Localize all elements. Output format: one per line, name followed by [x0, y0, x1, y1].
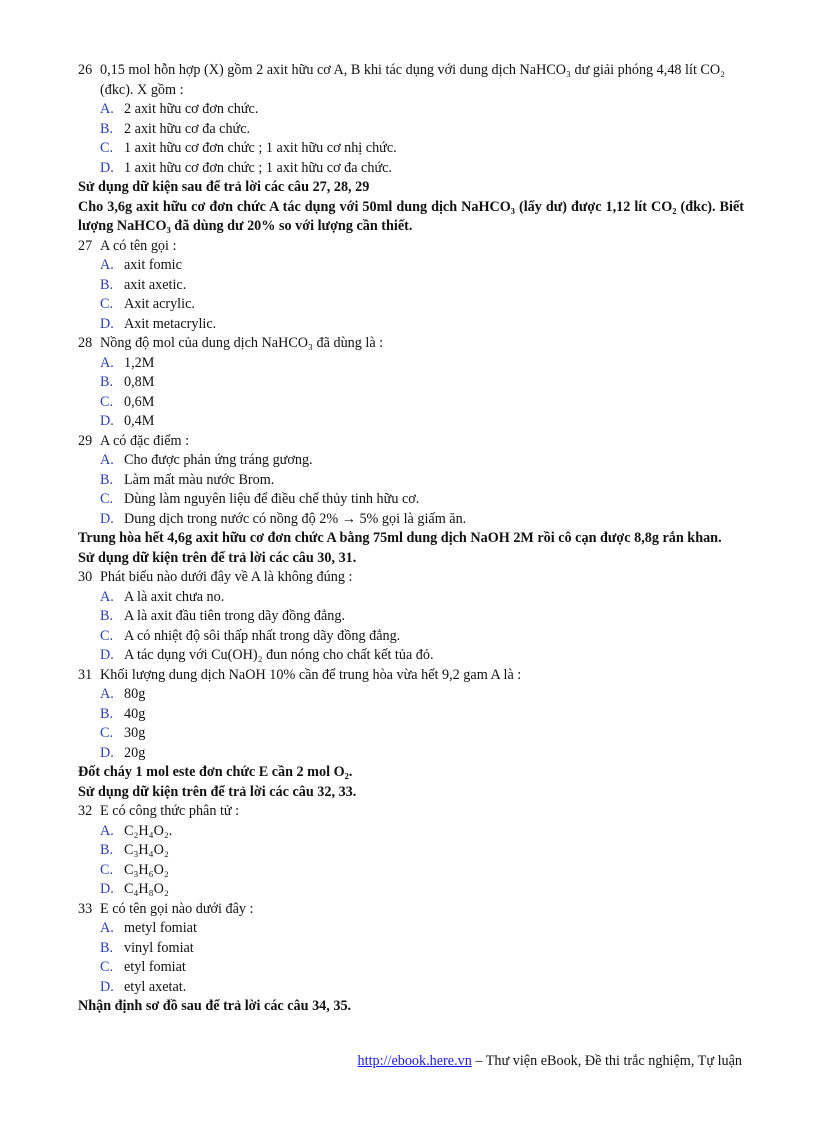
question-number: 33: [78, 900, 93, 917]
section-header: Sử dụng dữ kiện trên để trả lời các câu 30, 31.: [78, 549, 357, 566]
question-31: [78, 666, 744, 686]
question-number: 27: [78, 237, 93, 254]
option: [78, 822, 744, 842]
option-text: 80g: [124, 686, 146, 702]
question-number: 26: [78, 62, 93, 78]
question-number: 29: [78, 432, 93, 449]
question-text: Phát biểu nào dưới đây về A là không đúng :: [100, 569, 353, 585]
option: [78, 295, 744, 315]
question-text: Nồng độ mol của dung dịch NaHCO₃ đã dùng là :: [100, 335, 384, 351]
option-letter: A.: [100, 920, 114, 936]
option: [78, 256, 744, 276]
option: [78, 510, 744, 530]
problem-data: Trung hòa hết 4,6g axit hữu cơ đơn chức A bằng 75ml dung dịch NaOH 2M rồi cô cạn được 8,8g rắn khan.: [78, 530, 722, 546]
question-text: Khối lượng dung dịch NaOH 10% cần để trung hòa vừa hết 9,2 gam A là :: [100, 666, 522, 683]
option: [78, 373, 744, 393]
option-letter: C.: [100, 861, 114, 878]
option: [78, 412, 744, 432]
option-letter: C.: [100, 296, 114, 312]
question-29: [78, 432, 744, 452]
option-letter: B.: [100, 120, 114, 137]
option: [78, 607, 744, 627]
option-text: 1 axit hữu cơ đơn chức ; 1 axit hữu cơ đa chức.: [124, 159, 392, 176]
footer-text: – Thư viện eBook, Đề thi trắc nghiệm, Tự luận: [471, 1053, 742, 1069]
option-letter: B.: [100, 471, 114, 488]
question-number: 32: [78, 803, 93, 819]
option-letter: D.: [100, 510, 114, 527]
document-body: [78, 61, 744, 1017]
option: [78, 958, 744, 978]
question-number: 31: [78, 666, 93, 683]
option: [78, 978, 744, 998]
option: [78, 315, 744, 335]
option-letter: B.: [100, 705, 114, 722]
option-text: Axit acrylic.: [124, 296, 195, 312]
question-text: A có đặc điểm :: [100, 432, 190, 449]
option: [78, 939, 744, 959]
question-number: 28: [78, 335, 93, 351]
option-text: etyl fomiat: [124, 959, 186, 975]
option-letter: B.: [100, 608, 114, 624]
option-letter: A.: [100, 354, 114, 371]
option-text: C₂H₄O₂.: [124, 822, 173, 839]
question-30: [78, 568, 744, 588]
option: [78, 471, 744, 491]
option-text: 1 axit hữu cơ đơn chức ; 1 axit hữu cơ nhị chức.: [124, 140, 397, 156]
option-text: 0,4M: [124, 413, 155, 429]
option-text: 0,6M: [124, 393, 155, 410]
option-text: A tác dụng với Cu(OH)₂ đun nóng cho chất kết tủa đỏ.: [124, 647, 434, 663]
question-28: [78, 334, 744, 354]
option-letter: C.: [100, 725, 114, 741]
option: [78, 139, 744, 159]
option-text: Dùng làm nguyên liệu để điều chế thủy tinh hữu cơ.: [124, 491, 420, 507]
question-number: 30: [78, 569, 93, 585]
option: [78, 705, 744, 725]
option-text: vinyl fomiat: [124, 939, 194, 956]
option-letter: A.: [100, 822, 114, 839]
option-letter: C.: [100, 959, 114, 975]
option-text: Axit metacrylic.: [124, 315, 217, 332]
option-letter: C.: [100, 627, 114, 644]
option: [78, 100, 744, 120]
option-text: 20g: [124, 744, 146, 761]
option: [78, 451, 744, 471]
option-text: A có nhiệt độ sôi thấp nhất trong dãy đồng đẳng.: [124, 627, 401, 644]
option-text: etyl axetat.: [124, 978, 187, 995]
option-letter: D.: [100, 315, 114, 332]
option-letter: B.: [100, 276, 114, 293]
question-text: E có công thức phân tử :: [100, 803, 240, 819]
option-text: 0,8M: [124, 374, 155, 390]
option-text: metyl fomiat: [124, 920, 197, 936]
option-text: Cho được phản ứng tráng gương.: [124, 452, 313, 468]
question-text: 0,15 mol hỗn hợp (X) gồm 2 axit hữu cơ A, B khi tác dụng với dung dịch NaHCO₃ dư giải phóng 4,48 lít CO₂ (đkc). X gồm :: [100, 62, 726, 98]
option: [78, 490, 744, 510]
option: [78, 744, 744, 764]
option-text: A là axit đầu tiên trong dãy đồng đẳng.: [124, 608, 346, 624]
option-letter: C.: [100, 491, 114, 507]
question-text: E có tên gọi nào dưới đây :: [100, 900, 254, 917]
option-letter: D.: [100, 978, 114, 995]
option-letter: A.: [100, 101, 114, 117]
option: [78, 841, 744, 861]
option-letter: D.: [100, 881, 114, 897]
option-letter: B.: [100, 842, 114, 858]
option: [78, 354, 744, 374]
option: [78, 588, 744, 608]
option-text: 2 axit hữu cơ đơn chức.: [124, 101, 259, 117]
option-text: 40g: [124, 705, 146, 722]
option-letter: C.: [100, 140, 114, 156]
option-letter: C.: [100, 393, 114, 410]
option: [78, 159, 744, 179]
option: [78, 627, 744, 647]
problem-data: Cho 3,6g axit hữu cơ đơn chức A tác dụng với 50ml dung dịch NaHCO₃ (lấy dư) được 1,12 lít CO₂ (đkc). Biết lượng NaHCO₃ đã dùng dư 20% so với lượng cần thiết.: [78, 198, 744, 234]
option-text: C₄H₈O₂: [124, 881, 169, 897]
option-text: 2 axit hữu cơ đa chức.: [124, 120, 251, 137]
question-33: [78, 900, 744, 920]
option-letter: A.: [100, 686, 114, 702]
option: [78, 646, 744, 666]
option: [78, 393, 744, 413]
footer-link[interactable]: http://ebook.here.vn: [357, 1053, 472, 1069]
option: [78, 880, 744, 900]
option: [78, 685, 744, 705]
option-letter: D.: [100, 413, 114, 429]
question-text: A có tên gọi :: [100, 237, 177, 254]
option-letter: D.: [100, 159, 114, 176]
option-text: Làm mất màu nước Brom.: [124, 471, 275, 488]
question-32: [78, 802, 744, 822]
section-header: Nhận định sơ đồ sau để trả lời các câu 34, 35.: [78, 998, 352, 1014]
option-letter: D.: [100, 647, 114, 663]
option: [78, 919, 744, 939]
option-text: axit axetic.: [124, 276, 187, 293]
section-header: Sử dụng dữ kiện trên để trả lời các câu 32, 33.: [78, 783, 357, 800]
option-text: axit fomic: [124, 257, 182, 273]
question-26: [78, 61, 744, 100]
option-letter: A.: [100, 452, 114, 468]
option-text: 30g: [124, 725, 146, 741]
question-27: [78, 237, 744, 257]
option-letter: D.: [100, 744, 114, 761]
option-letter: B.: [100, 374, 114, 390]
option-text: A là axit chưa no.: [124, 588, 225, 605]
page-footer: [358, 1053, 742, 1070]
option-text: C₃H₆O₂: [124, 861, 169, 878]
option-text: Dung dịch trong nước có nồng độ 2% → 5% gọi là giấm ăn.: [124, 510, 467, 527]
option: [78, 861, 744, 881]
option: [78, 276, 744, 296]
option: [78, 120, 744, 140]
option-text: C₃H₄O₂: [124, 842, 169, 858]
option-letter: B.: [100, 939, 114, 956]
option-letter: A.: [100, 257, 114, 273]
option-text: 1,2M: [124, 354, 155, 371]
section-header: Sử dụng dữ kiện sau để trả lời các câu 27, 28, 29: [78, 179, 370, 195]
option-letter: A.: [100, 588, 114, 605]
problem-data: Đốt cháy 1 mol este đơn chức E cần 2 mol O₂.: [78, 764, 353, 780]
option: [78, 724, 744, 744]
